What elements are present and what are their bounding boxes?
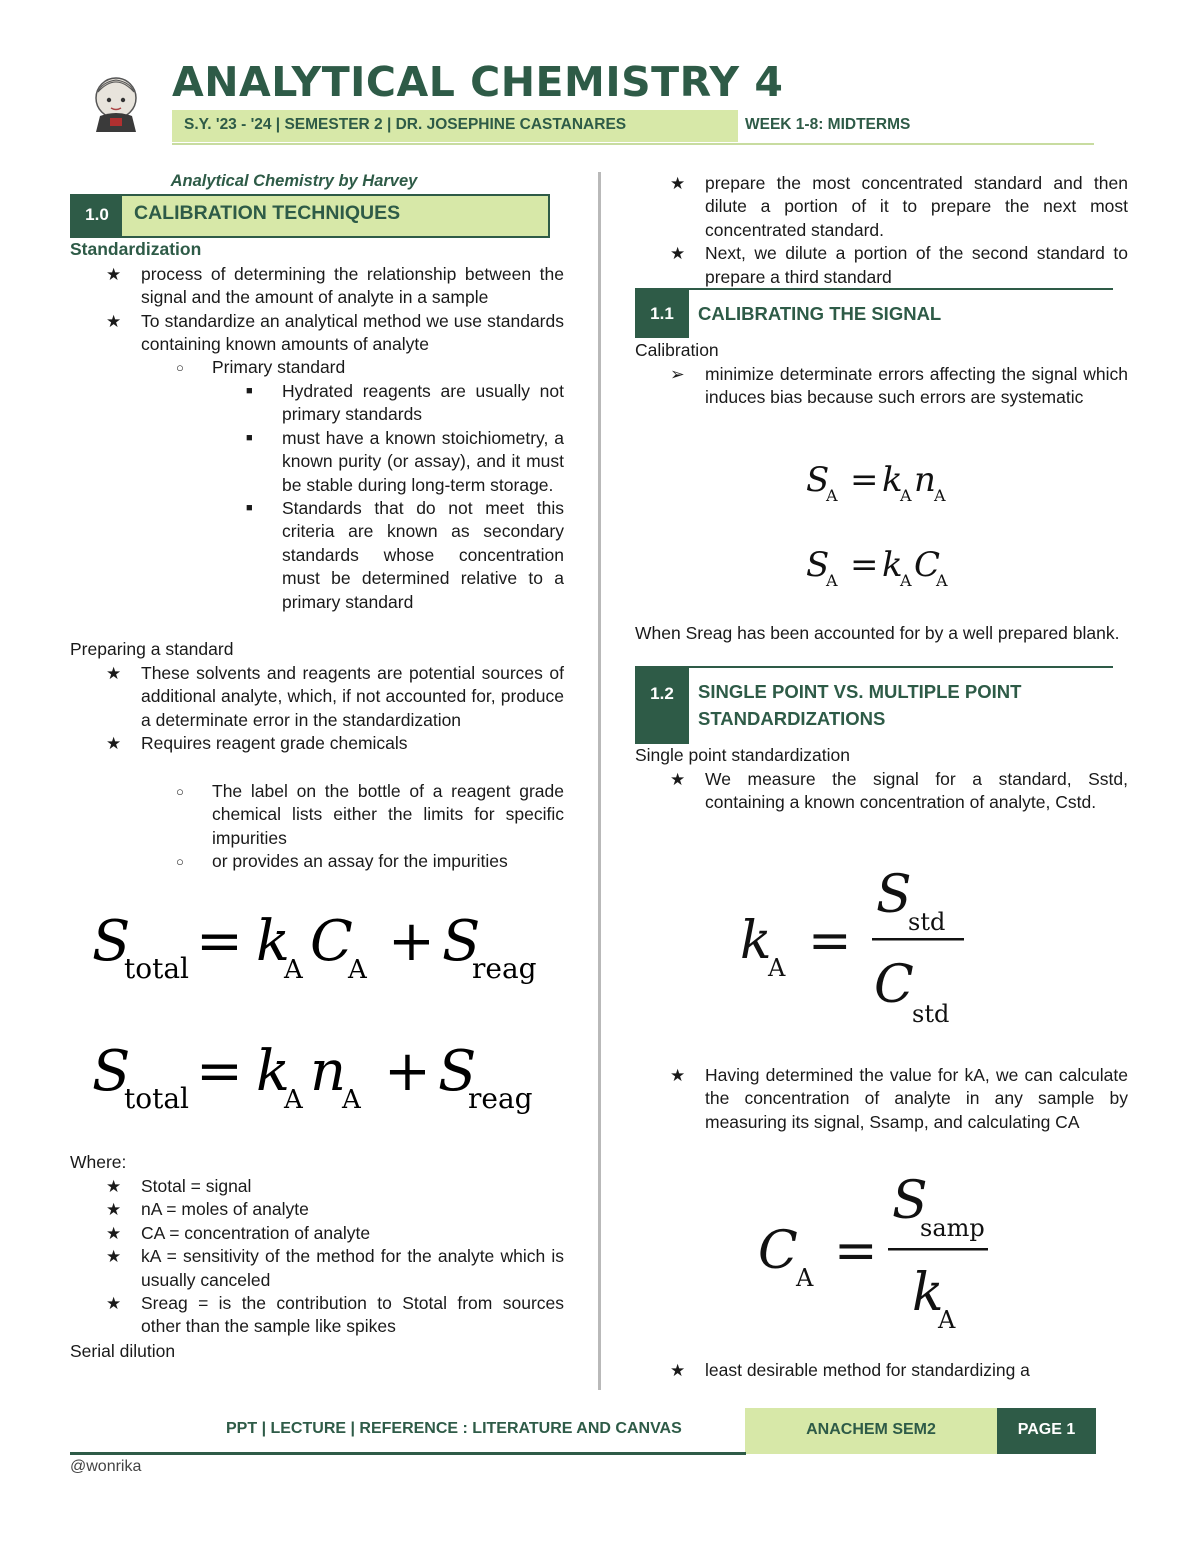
equation-signal-concentration: [84, 900, 554, 1000]
svg-text:A: A: [348, 955, 367, 985]
svg-text:C: C: [874, 955, 914, 1015]
list-item: ○ The label on the bottle of a reagent grade chemical lists either the limits for specific impurities: [176, 780, 564, 850]
list-item: ➢ minimize determinate errors affecting the signal which induces bias because such errors are systematic: [670, 363, 1128, 410]
course-info: S.Y. '23 - '24 | SEMESTER 2 | DR. JOSEPHINE CASTANARES: [184, 116, 627, 133]
circle-bullet-icon: ○: [176, 784, 184, 799]
star-bullet-icon: ★: [106, 1177, 122, 1196]
book-reference: Analytical Chemistry by Harvey: [170, 172, 418, 190]
primary-standard-list: [246, 380, 564, 614]
svg-text:=: =: [850, 460, 879, 500]
single-point-list: [670, 768, 1128, 815]
svg-text:C: C: [914, 545, 941, 585]
square-bullet-icon: ■: [246, 431, 253, 444]
list-item: ★ To standardize an analytical method we use standards containing known amounts of analyte: [106, 310, 564, 357]
star-bullet-icon: ★: [106, 1223, 122, 1243]
svg-text:+: +: [388, 909, 435, 974]
svg-text:k: k: [256, 1039, 290, 1104]
list-item: ■ Standards that do not meet this criteria are known as secondary standards whose concentration must be determined relative to a primary standard: [246, 497, 564, 614]
star-bullet-icon: ★: [670, 1361, 686, 1380]
section-title-line1: SINGLE POINT VS. MULTIPLE POINT: [698, 681, 1022, 702]
list-item: ★ process of determining the relationship between the signal and the amount of analyte in a sample: [106, 263, 564, 310]
svg-text:=: =: [850, 545, 879, 585]
list-item: ★ kA = sensitivity of the method for the analyte which is usually canceled: [106, 1245, 564, 1292]
svg-text:n: n: [914, 460, 936, 500]
svg-text:A: A: [284, 1085, 303, 1115]
section-title: CALIBRATING THE SIGNAL: [698, 303, 942, 324]
svg-text:S: S: [806, 460, 830, 500]
list-item: ★ Having determined the value for kA, we can calculate the concentration of analyte in any sample by measuring its signal, Ssamp, and calculating CA: [670, 1064, 1128, 1134]
svg-text:A: A: [938, 1306, 956, 1334]
svg-text:reag: reag: [472, 952, 537, 985]
svg-text:S: S: [806, 545, 830, 585]
list-item: ★ These solvents and reagents are potential sources of additional analyte, which, if not accounted for, produce a determinate error in the standardization: [106, 662, 564, 732]
svg-text:n: n: [310, 1039, 347, 1104]
svg-text:=: =: [196, 909, 243, 974]
equation-sa-kc: [800, 540, 980, 600]
star-bullet-icon: ★: [670, 174, 686, 193]
serial-dilution-label: Serial dilution: [70, 1341, 176, 1361]
header-divider: [172, 143, 1094, 145]
page-title: ANALYTICAL CHEMISTRY 4: [172, 58, 784, 106]
star-bullet-icon: ★: [106, 664, 122, 683]
list-item: ★ prepare the most concentrated standard and then dilute a portion of it to prepare the next most concentrated standard.: [670, 172, 1128, 242]
square-bullet-icon: ■: [246, 385, 253, 397]
single-point-label: Single point standardization: [635, 745, 851, 765]
logo-image: [86, 70, 146, 134]
star-bullet-icon: ★: [670, 1066, 686, 1085]
svg-text:+: +: [384, 1039, 431, 1104]
svg-text:S: S: [92, 909, 131, 974]
calibration-list: [670, 363, 1128, 410]
svg-text:k: k: [256, 909, 290, 974]
where-label: Where:: [70, 1152, 127, 1172]
svg-text:A: A: [826, 486, 838, 505]
svg-text:A: A: [934, 486, 946, 505]
list-item: ■ Hydrated reagents are usually not primary standards: [246, 380, 564, 427]
star-bullet-icon: ★: [106, 265, 122, 284]
list-item: ★ Sreag = is the contribution to Stotal from sources other than the sample like spikes: [106, 1292, 564, 1339]
svg-text:S: S: [892, 1171, 928, 1231]
svg-text:=: =: [834, 1221, 878, 1281]
section-number: 1.2: [635, 668, 689, 744]
serial-dilution-list: [670, 172, 1128, 289]
footer-divider: [70, 1452, 746, 1455]
star-bullet-icon: ★: [106, 1294, 122, 1314]
footer-references: PPT | LECTURE | REFERENCE : LITERATURE AND CANVAS: [226, 1420, 682, 1437]
calibration-label: Calibration: [635, 340, 719, 360]
svg-text:k: k: [740, 911, 772, 971]
section-1-2-rule: [635, 666, 1113, 668]
star-bullet-icon: ★: [106, 1247, 122, 1267]
sreag-blank-note: When Sreag has been accounted for by a well prepared blank.: [635, 623, 1120, 643]
svg-text:A: A: [936, 571, 948, 590]
svg-text:reag: reag: [468, 1082, 533, 1115]
svg-text:std: std: [912, 1000, 950, 1028]
star-bullet-icon: ★: [670, 770, 686, 789]
list-item: ★ Requires reagent grade chemicals: [106, 732, 564, 755]
week-label: WEEK 1-8: MIDTERMS: [745, 116, 911, 133]
svg-text:C: C: [310, 909, 353, 974]
circle-bullet-icon: ○: [176, 360, 184, 375]
section-title-line2: STANDARDIZATIONS: [698, 708, 886, 729]
list-item: ★ Stotal = signal: [106, 1175, 564, 1198]
section-1-1-rule: [635, 288, 1113, 290]
star-bullet-icon: ★: [106, 311, 122, 331]
svg-text:std: std: [908, 908, 946, 936]
svg-text:S: S: [92, 1039, 131, 1104]
section-number: 1.0: [72, 196, 122, 236]
star-bullet-icon: ★: [670, 244, 686, 264]
reagent-grade-list: [176, 780, 564, 874]
least-desirable-list: [670, 1359, 1128, 1382]
star-bullet-icon: ★: [106, 1200, 122, 1220]
star-bullet-icon: ★: [106, 734, 122, 754]
list-item: ○ or provides an assay for the impurities: [176, 850, 564, 873]
standardization-heading: Standardization: [70, 239, 202, 259]
svg-text:total: total: [124, 1082, 190, 1115]
section-title: CALIBRATION TECHNIQUES: [134, 202, 401, 224]
equation-signal-moles: [84, 1030, 554, 1130]
section-number: 1.1: [635, 290, 689, 338]
svg-text:A: A: [284, 955, 303, 985]
circle-bullet-icon: ○: [176, 854, 184, 870]
svg-text:total: total: [124, 952, 190, 985]
svg-text:A: A: [796, 1264, 814, 1292]
preparing-list: [106, 662, 564, 756]
svg-text:A: A: [342, 1085, 361, 1115]
list-item: ★ We measure the signal for a standard, Sstd, containing a known concentration of analyte, Cstd.: [670, 768, 1128, 815]
svg-text:=: =: [196, 1039, 243, 1104]
svg-text:samp: samp: [920, 1214, 985, 1242]
having-determined-list: [670, 1064, 1128, 1134]
svg-text:S: S: [442, 909, 481, 974]
square-bullet-icon: ■: [246, 502, 253, 515]
svg-text:A: A: [900, 571, 912, 590]
arrow-bullet-icon: ➢: [670, 364, 685, 384]
footer-course: ANACHEM SEM2: [806, 1421, 936, 1438]
equation-ca-fraction: [750, 1170, 1010, 1340]
where-list: [106, 1175, 564, 1339]
svg-text:A: A: [768, 954, 786, 982]
author-handle: @wonrika: [70, 1458, 142, 1475]
standardization-list: [106, 263, 564, 357]
svg-text:S: S: [876, 865, 912, 925]
list-item: ★ CA = concentration of analyte: [106, 1222, 564, 1245]
svg-text:A: A: [826, 571, 838, 590]
svg-text:k: k: [912, 1263, 944, 1323]
preparing-heading: Preparing a standard: [70, 639, 234, 659]
equation-ka-fraction: [730, 860, 980, 1030]
list-item: ■ must have a known stoichiometry, a known purity (or assay), and it must be stable during long-term storage.: [246, 427, 564, 497]
list-item: ★ nA = moles of analyte: [106, 1198, 564, 1221]
svg-text:A: A: [900, 486, 912, 505]
svg-text:k: k: [882, 460, 903, 500]
equation-sa-kn: [800, 455, 980, 515]
svg-text:S: S: [438, 1039, 477, 1104]
column-divider: [598, 172, 601, 1390]
list-item: ★ Next, we dilute a portion of the second standard to prepare a third standard: [670, 242, 1128, 289]
svg-text:C: C: [758, 1221, 798, 1281]
primary-standard-item: ○ Primary standard: [176, 356, 564, 379]
list-item: ★ least desirable method for standardizing a: [670, 1359, 1128, 1382]
svg-text:=: =: [808, 911, 852, 971]
page-number: PAGE 1: [1017, 1421, 1076, 1438]
svg-text:k: k: [882, 545, 903, 585]
